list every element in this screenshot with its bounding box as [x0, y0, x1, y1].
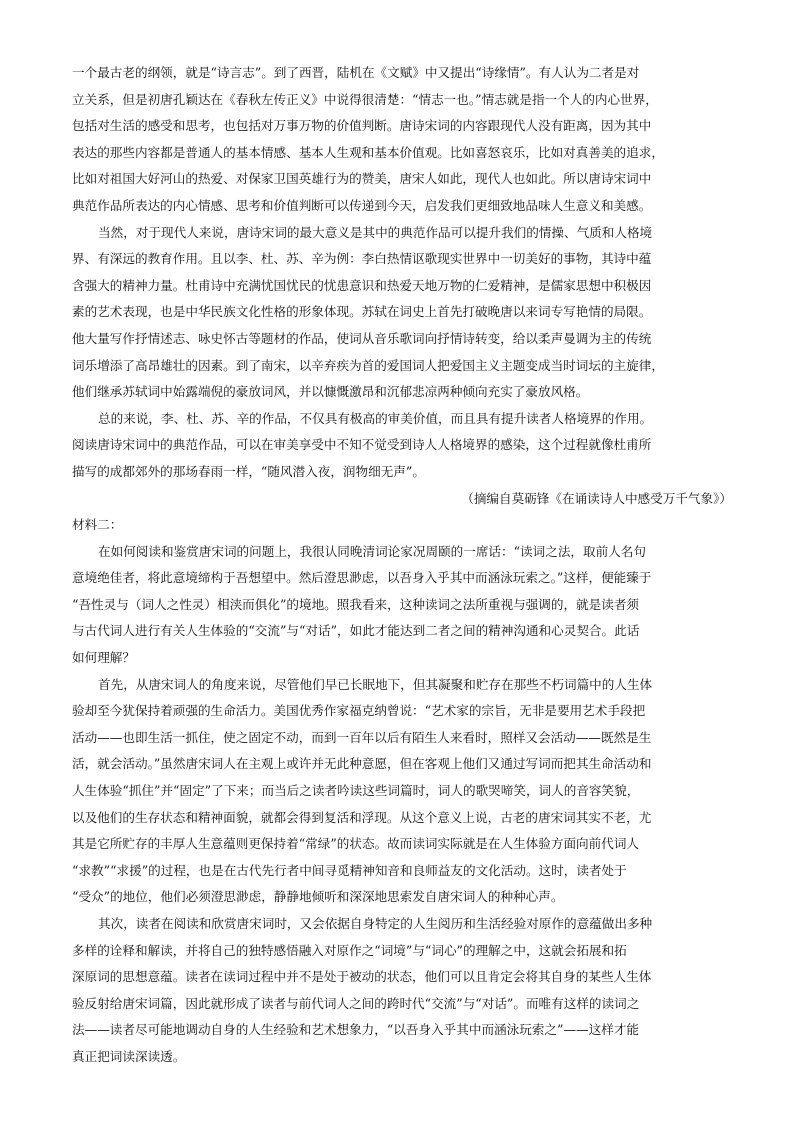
text-line: “吾性灵与（词人之性灵）相浃而俱化”的境地。照我看来，这种读词之法所重视与强调的，就是读者须	[72, 596, 640, 612]
paragraph-first-line: 在如何阅读和鉴赏唐宋词的问题上，我很认同晚清词论家况周颐的一席话：“读词之法，取前人名句	[98, 543, 646, 559]
text-line: 如何理解？	[72, 650, 135, 666]
text-line: 词乐增添了高昂雄壮的因素。到了南宋，以辛弃疾为首的爱国词人把爱国主义主题变成当时词坛的主旋律，	[72, 357, 664, 373]
text-line: “求教”“求援”的过程，也是在古代先行者中间寻觅精神知音和良师益友的文化活动。这时，读者处于	[72, 862, 627, 878]
text-line: 多样的诠释和解读，并将自己的独特感悟融入对原作之“词境”与“词心”的理解之中，这就会拓展和拓	[72, 942, 627, 958]
source-citation: （摘编自莫砺锋《在诵读诗人中感受万千气象》）	[461, 490, 732, 506]
text-line: 界、有深远的教育作用。且以李、杜、苏、辛为例：李白热情讴歌现实世界中一切美好的事物，其诗中蕴	[72, 251, 652, 267]
paragraph-first-line: 总的来说，李、杜、苏、辛的作品，不仅具有极高的审美价值，而且具有提升读者人格境界的作用。	[98, 410, 653, 426]
text-line: 深原词的思想意蕴。读者在读词过程中并不是处于被动的状态，他们可以且肯定会将其自身的某些人生体	[72, 969, 652, 985]
text-line: 描写的成都郊外的那场春雨一样，“随风潜入夜，润物细无声”。	[72, 463, 425, 479]
section-heading: 材料二：	[72, 517, 123, 533]
text-line: 与古代词人进行有关人生体验的“交流”与“对话”，如此才能达到二者之间的精神沟通和心灵契合。此话	[72, 623, 640, 639]
paragraph-first-line: 首先，从唐宋词人的角度来说，尽管他们早已长眠地下，但其凝聚和贮存在那些不朽词篇中的人生体	[98, 676, 653, 692]
text-line: 一个最古老的纲领，就是“诗言志”。到了西晋，陆机在《文赋》中又提出“诗缘情”。有人认为二者是对	[72, 65, 640, 80]
text-line: 他大量写作抒情述志、咏史怀古等题材的作品，使词从音乐歌词向抒情诗转变，给以柔声曼调为主的传统	[72, 330, 652, 346]
text-line: 素的艺术表现，也是中华民族文化性格的形象体现。苏轼在词史上首先打破晚唐以来词专写艳情的局限。	[72, 304, 652, 320]
text-line: 真正把词读深读透。	[72, 1048, 186, 1064]
text-line: 包括对生活的感受和思考，也包括对万事万物的价值判断。唐诗宋词的内容跟现代人没有距离，因为其中	[72, 118, 652, 134]
text-line: 阅读唐诗宋词中的典范作品，可以在审美享受中不知不觉受到诗人人格境界的感染，这个过程就像杜甫所	[72, 437, 652, 453]
text-line: 验却至今犹保持着顽强的生命活力。美国优秀作家福克纳曾说：“艺术家的宗旨，无非是要用艺术手段把	[72, 703, 646, 719]
text-line: 活，就会活动。”虽然唐宋词人在主观上或许并无此种意愿，但在客观上他们又通过写词而把其生命活动和	[72, 756, 652, 772]
text-line: 法——读者尽可能地调动自身的人生经验和艺术想象力，“以吾身入乎其中而涵泳玩索之”——这样才能	[72, 1022, 640, 1038]
text-line: 意境绝佳者，将此意境缔构于吾想望中。然后澄思渺虑，以吾身入乎其中而涵泳玩索之。”这样，便能臻于	[72, 570, 652, 586]
text-line: 活动——也即生活一抓住，使之固定不动，而到一百年以后有陌生人来看时，照样又会活动——既然是生	[72, 729, 652, 745]
text-line: 以及他们的生存状态和精神面貌，就都会得到复活和浮现。从这个意义上说，古老的唐宋词其实不老，尤	[72, 809, 652, 825]
text-line: 典范作品所表达的内心情感、思考和价值判断可以传递到今天，启发我们更细致地品味人生意义和美感。	[72, 197, 652, 213]
text-line: 他们继承苏轼词中始露端倪的豪放词风，并以慷慨激昂和沉郁悲凉两种倾向充实了豪放风格。	[72, 384, 589, 400]
text-line: 其是它所贮存的丰厚人生意蕴则更保持着“常绿”的状态。故而读词实际就是在人生体验方面向前代词人	[72, 836, 640, 852]
text-line: “受众”的地位，他们必须澄思渺虑，静静地倾听和深深地思索发自唐宋词人的种种心声。	[72, 889, 564, 905]
text-line: 立关系，但是初唐孔颖达在《春秋左传正义》中说得很清楚：“情志一也。”情志就是指一个人的内心世界，	[72, 91, 658, 107]
paragraph-first-line: 当然，对于现代人来说，唐诗宋词的最大意义是其中的典范作品可以提升我们的情操、气质和人格境	[98, 224, 653, 240]
text-line: 含强大的精神力量。杜甫诗中充满忧国忧民的忧患意识和热爱天地万物的仁爱精神，是儒家思想中积极因	[72, 277, 652, 293]
text-line: 人生体验“抓住”并“固定”了下来；而当后之读者吟读这些词篇时，词人的歌哭啼笑，词人的音容笑貌，	[72, 783, 640, 799]
text-line: 验反射给唐宋词篇，因此就形成了读者与前代词人之间的跨时代“交流”与“对话”。而唯有这样的读词之	[72, 995, 640, 1011]
text-line: 表达的那些内容都是普通人的基本情感、基本人生观和基本价值观。比如喜怒哀乐，比如对真善美的追求，	[72, 144, 664, 160]
paragraph-first-line: 其次，读者在阅读和欣赏唐宋词时，又会依据自身特定的人生阅历和生活经验对原作的意蕴做出多种	[98, 916, 653, 931]
text-line: 比如对祖国大好河山的热爱、对保家卫国英雄行为的赞美，唐宋人如此，现代人也如此。所以唐诗宋词中	[72, 171, 652, 187]
